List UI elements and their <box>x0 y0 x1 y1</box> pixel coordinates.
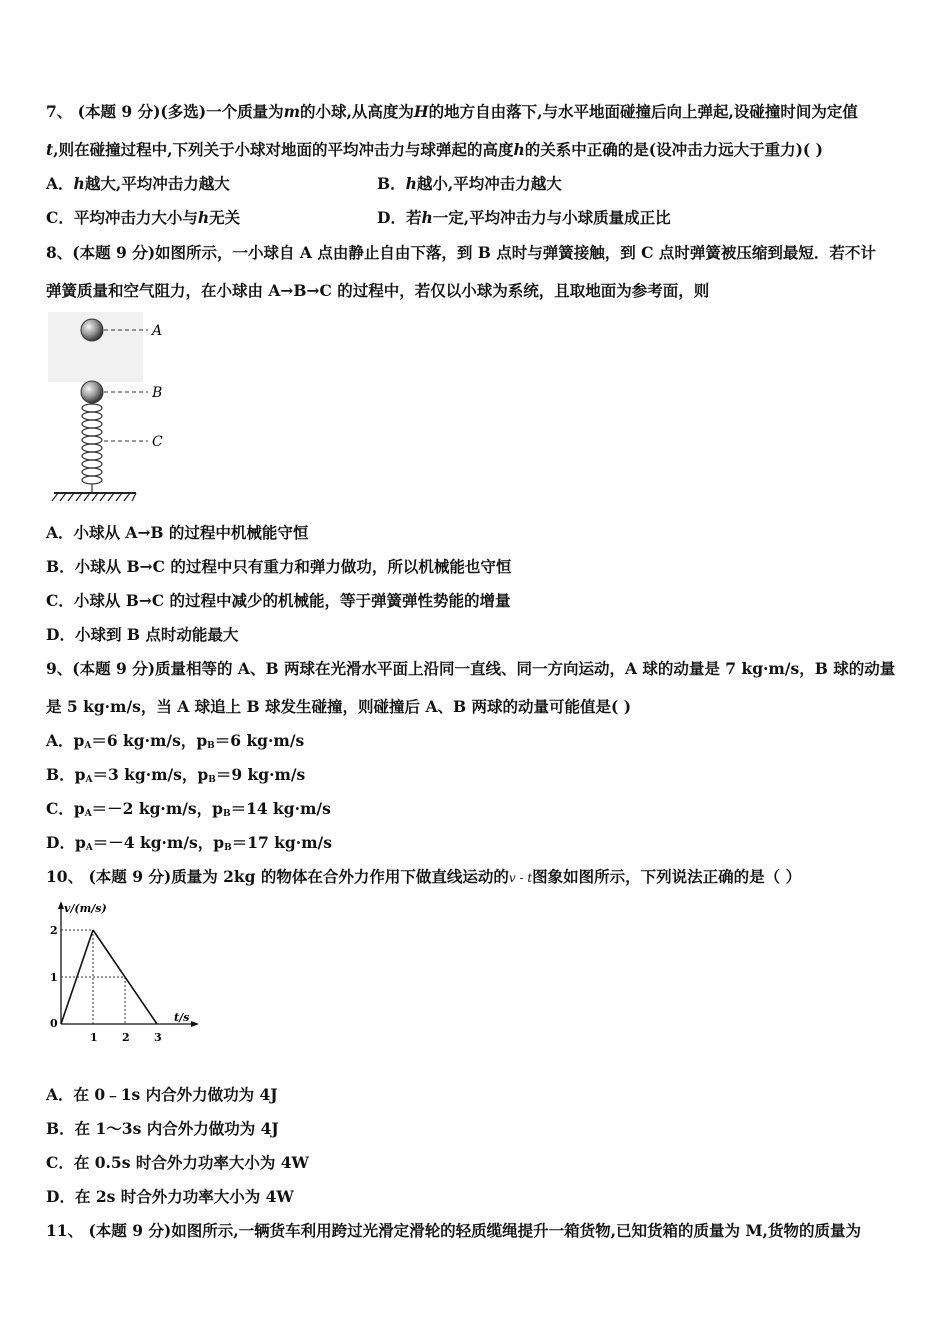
q8-spring-figure <box>48 312 188 512</box>
q9-stem-line2: 是 5 kg·m/s，当 A 球追上 B 球发生碰撞，则碰撞后 A、B 两球的动量可能值是( ) <box>46 697 632 716</box>
q9-option-a[interactable]: A．$p_A=6$ kg·m/s，$p_B=6$ kg·m/s <box>46 731 305 751</box>
x-tick-label-2: 2 <box>122 1031 130 1044</box>
q8-option-d[interactable]: D．小球到 B 点时动能最大 <box>46 625 239 644</box>
spring <box>82 404 102 492</box>
q8-option-b[interactable]: B．小球从 B→C 的过程中只有重力和弹力做功，所以机械能也守恒 <box>46 557 512 576</box>
q7-stem-line2: t,则在碰撞过程中,下列关于小球对地面的平均冲击力与球弹起的高度h的关系中正确的是(设冲击力远大于重力)( ) <box>46 140 823 159</box>
x-axis-arrow <box>191 1021 199 1027</box>
ball-at-a <box>81 319 103 341</box>
q8-stem-line2: 弹簧质量和空气阻力，在小球由 A→B→C 的过程中，若仅以小球为系统，且取地面为参考面，则 <box>46 281 710 300</box>
q8-option-c[interactable]: C．小球从 B→C 的过程中减少的机械能，等于弹簧弹性势能的增量 <box>46 591 511 610</box>
q10-stem-line1: 10、 (本题 9 分)质量为 2kg 的物体在合外力作用下做直线运动的v - t图象如图所示，下列说法正确的是（ ） <box>46 867 802 886</box>
y-axis-label: v/(m/s) <box>64 902 107 915</box>
q7-option-d[interactable]: D．若h一定,平均冲击力与小球质量成正比 <box>377 208 671 227</box>
y-tick-label-2: 2 <box>50 924 58 937</box>
x-axis-label: t/s <box>174 1011 190 1024</box>
q8-option-a[interactable]: A．小球从 A→B 的过程中机械能守恒 <box>46 523 309 542</box>
q9-option-d[interactable]: D．$p_A=-4$ kg·m/s，$p_B=17$ kg·m/s <box>46 833 332 853</box>
x-tick-label-3: 3 <box>154 1031 162 1044</box>
q9-option-b[interactable]: B．$p_A=3$ kg·m/s，$p_B=9$ kg·m/s <box>46 765 306 785</box>
q7-option-a[interactable]: A．h越大,平均冲击力越大 <box>46 174 230 193</box>
q8-stem-line1: 8、(本题 9 分)如图所示，一小球自 A 点由静止自由下落，到 B 点时与弹簧接触，到 C 点时弹簧被压缩到最短．若不计 <box>46 243 876 262</box>
q10-option-a[interactable]: A．在 0﹣1s 内合外力做功为 4J <box>46 1085 278 1104</box>
origin-label: 0 <box>50 1017 58 1030</box>
ball-at-b <box>81 381 103 403</box>
q7-option-c[interactable]: C．平均冲击力大小与h无关 <box>46 208 241 227</box>
q11-stem-line1: 11、 (本题 9 分)如图所示,一辆货车利用跨过光滑定滑轮的轻质缆绳提升一箱货物,已知货箱的质量为 M,货物的质量为 <box>46 1221 861 1240</box>
q10-option-d[interactable]: D．在 2s 时合外力功率大小为 4W <box>46 1187 294 1206</box>
q10-option-b[interactable]: B．在 1～3s 内合外力做功为 4J <box>46 1119 279 1138</box>
q9-option-c[interactable]: C．$p_A=-2$ kg·m/s，$p_B=14$ kg·m/s <box>46 799 331 819</box>
y-tick-label-1: 1 <box>50 971 58 984</box>
q10-vt-chart <box>44 898 204 1050</box>
label-c: C <box>152 434 163 450</box>
label-b: B <box>152 385 163 401</box>
label-a: A <box>152 323 163 339</box>
ground <box>52 493 136 501</box>
q7-stem-line1: 7、 (本题 9 分)(多选)一个质量为m的小球,从高度为H的地方自由落下,与水平地面碰撞后向上弹起,设碰撞时间为定值 <box>46 102 858 121</box>
x-tick-label-1: 1 <box>90 1031 98 1044</box>
q7-option-b[interactable]: B．h越小,平均冲击力越大 <box>377 174 562 193</box>
q9-stem-line1: 9、(本题 9 分)质量相等的 A、B 两球在光滑水平面上沿同一直线、同一方向运动，A 球的动量是 7 kg·m/s，B 球的动量 <box>46 659 896 678</box>
q10-option-c[interactable]: C．在 0.5s 时合外力功率大小为 4W <box>46 1153 309 1172</box>
